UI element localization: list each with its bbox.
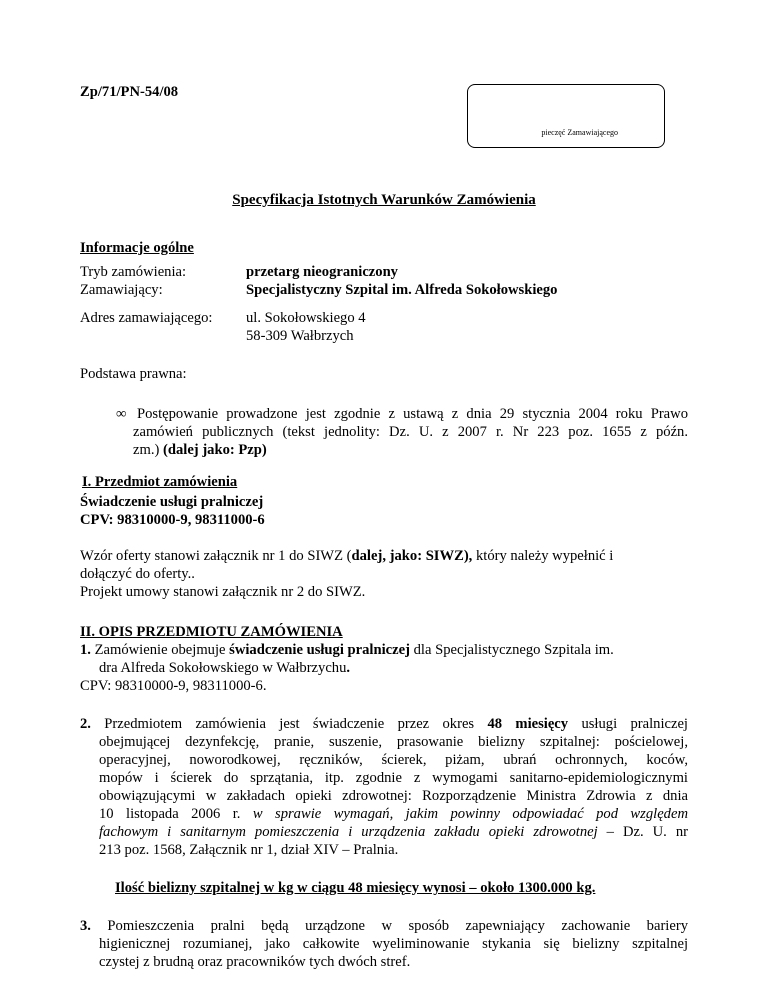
section-2-heading: II. OPIS PRZEDMIOTU ZAMÓWIENIA bbox=[80, 624, 343, 640]
point-2-line-5: obowiązującymi w zakładach opieki zdrowotnej: Rozporządzenie Ministra Zdrowia z dnia bbox=[99, 788, 688, 804]
section-1-heading: I. Przedmiot zamówienia bbox=[82, 474, 238, 490]
point-3-line-2: higienicznej rozumianej, jako całkowite wyeliminowanie stykania się bielizny szpitalnej bbox=[99, 936, 688, 952]
point-2-line-2: obejmującej dezynfekcję, pranie, suszenie, prasowanie bielizny szpitalnej: pościelowej, bbox=[99, 734, 688, 750]
point-3-line-3: czystej z brudną oraz pracowników tych dwóch stref. bbox=[99, 954, 411, 970]
buyer-label: Zamawiający: bbox=[80, 282, 163, 298]
point-2-line-3: operacyjnej, noworodkowej, ręczników, ścierek, piżam, ubrań ochronnych, koców, bbox=[99, 752, 688, 768]
service-name: Świadczenie usługi pralniczej bbox=[80, 494, 264, 510]
address-line-1: ul. Sokołowskiego 4 bbox=[246, 310, 366, 326]
cpv-codes: CPV: 98310000-9, 98311000-6 bbox=[80, 512, 265, 528]
mode-label: Tryb zamówienia: bbox=[80, 264, 187, 280]
offer-text-line-2: dołączyć do oferty.. bbox=[80, 566, 195, 582]
bullet-icon: ∞ bbox=[116, 406, 127, 422]
point-3-line-1: 3. Pomieszczenia pralni będą urządzone w sposób zapewniający zachowanie bariery bbox=[80, 918, 688, 934]
address-line-2: 58-309 Wałbrzych bbox=[246, 328, 354, 344]
document-reference: Zp/71/PN-54/08 bbox=[80, 84, 179, 100]
point-2-line-8: 213 poz. 1568, Załącznik nr 1, dział XIV – Pralnia. bbox=[99, 842, 399, 858]
page-title: Specyfikacja Istotnych Warunków Zamówienia bbox=[232, 192, 536, 208]
stamp-box bbox=[467, 84, 665, 148]
point-2-line-6: 10 listopada 2006 r. w sprawie wymagań, jakim powinny odpowiadać pod względem bbox=[99, 806, 688, 822]
point-2-line-7: fachowym i sanitarnym pomieszczenia i urządzenia zakładu opieki zdrowotnej – Dz. U. nr bbox=[99, 824, 688, 840]
contract-text: Projekt umowy stanowi załącznik nr 2 do SIWZ. bbox=[80, 584, 366, 600]
address-label: Adres zamawiającego: bbox=[80, 310, 213, 326]
legal-line-2: zamówień publicznych (tekst jednolity: Dz. U. z 2007 r. Nr 223 poz. 1655 z późn. bbox=[133, 424, 688, 440]
legal-line-1: Postępowanie prowadzone jest zgodnie z ustawą z dnia 29 stycznia 2004 roku Prawo bbox=[137, 406, 688, 422]
point-2-line-4: mopów i ścierek do sprzątania, itp. zgodnie z wymogami sanitarno-epidemiologicznymi bbox=[99, 770, 688, 786]
point-1-line-2: dra Alfreda Sokołowskiego w Wałbrzychu. bbox=[99, 660, 351, 676]
buyer-value: Specjalistyczny Szpital im. Alfreda Sokołowskiego bbox=[246, 282, 558, 298]
mode-value: przetarg nieograniczony bbox=[246, 264, 398, 280]
point-1-cpv: CPV: 98310000-9, 98311000-6. bbox=[80, 678, 267, 694]
point-1-line-1: 1. Zamówienie obejmuje świadczenie usługi pralniczej dla Specjalistycznego Szpitala im. bbox=[80, 642, 614, 658]
quantity-statement: Ilość bielizny szpitalnej w kg w ciągu 48 miesięcy wynosi – około 1300.000 kg. bbox=[115, 880, 596, 896]
point-2-line-1: 2. Przedmiotem zamówienia jest świadczenie przez okres 48 miesięcy usługi pralniczej bbox=[80, 716, 688, 732]
general-info-heading: Informacje ogólne bbox=[80, 240, 194, 256]
legal-line-3: zm.) (dalej jako: Pzp) bbox=[133, 442, 267, 458]
stamp-label: pieczęć Zamawiającego bbox=[541, 128, 618, 137]
offer-text-line-1: Wzór oferty stanowi załącznik nr 1 do SIWZ (dalej, jako: SIWZ), który należy wypełnić i bbox=[80, 548, 614, 564]
legal-heading: Podstawa prawna: bbox=[80, 366, 187, 382]
